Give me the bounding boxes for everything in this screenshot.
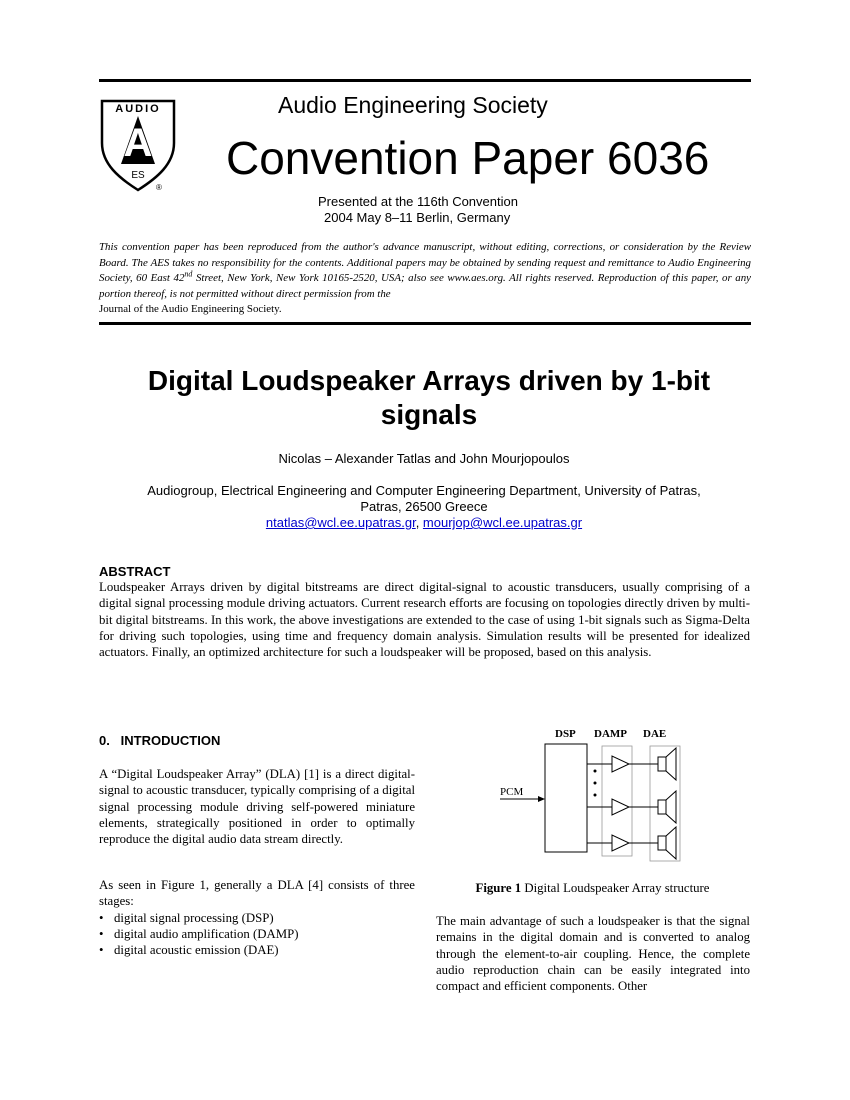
amplifier-icon — [612, 756, 629, 772]
figure-caption-label: Figure 1 — [475, 881, 522, 895]
dla-structure-diagram — [490, 724, 700, 864]
amplifier-icon — [612, 835, 629, 851]
affiliation — [99, 483, 749, 531]
paper-title: Convention Paper 6036 — [226, 132, 710, 184]
speaker-icon — [658, 757, 666, 771]
introduction-para-3: The main advantage of such a loudspeaker is that the signal remains in the digital domain and is converted to analog through the element-to-air coupling. Hence, the complete audio reproduction chain can be easily integrated into compact and efficient components. Other — [436, 914, 750, 994]
header-bottom-rule — [99, 322, 751, 325]
abstract-text: Loudspeaker Arrays driven by digital bitstreams are direct digital-signal to acoustic transducers, usually comprising of a digital signal processing module driving actuators. Current research efforts are focusing on topologies directly driven by multi-bit digital bitstreams. In this work, the above investigations are extended to the case of using 1-bit signals such as Sigma-Delta for driving such topologies, using time and frequency domain analysis. Simulation results will be presented for idealized actuators. Finally, an optimized architecture for such a loudspeaker will be proposed, based on this analysis. — [99, 580, 750, 660]
logo-letter: A — [123, 121, 153, 165]
disclaimer-sup: nd — [184, 269, 193, 279]
society-name: Audio Engineering Society — [278, 92, 548, 118]
logo-text-top: AUDIO — [115, 103, 161, 115]
affiliation-line-1: Audiogroup, Electrical Engineering and Computer Engineering Department, University of Patras, — [147, 483, 701, 498]
email-link-2[interactable]: mourjop@wcl.ee.upatras.gr — [422, 515, 583, 530]
figure-1 — [490, 724, 700, 864]
figure-caption-text: Digital Loudspeaker Array structure — [521, 881, 710, 895]
channel-3 — [587, 827, 676, 859]
logo-text-bottom: ES — [131, 170, 145, 181]
abstract-heading: ABSTRACT — [99, 564, 171, 579]
channel-1 — [587, 748, 676, 780]
amplifier-icon — [612, 799, 629, 815]
title-line-1: Digital Loudspeaker Arrays driven by 1-bit — [147, 365, 711, 396]
list-item: • digital signal processing (DSP) — [99, 910, 415, 926]
date-line: 2004 May 8–11 Berlin, Germany — [324, 210, 511, 225]
introduction-para-1: A “Digital Loudspeaker Array” (DLA) [1] is a direct digital-signal to acoustic transducer, typically comprising of a digital signal processing module driving self-powered miniature elements, strategically positioned in order to optimally reproduce the digital audio data stream directly. — [99, 767, 415, 847]
dsp-label: DSP — [555, 728, 576, 740]
dsp-block — [545, 744, 587, 852]
authors: Nicolas – Alexander Tatlas and John Mourjopoulos — [278, 451, 570, 466]
list-item: • digital audio amplification (DAMP) — [99, 926, 415, 942]
dae-label: DAE — [643, 728, 667, 740]
top-rule — [99, 79, 751, 82]
presented-line: Presented at the 116th Convention — [318, 194, 518, 209]
speaker-icon — [658, 836, 666, 850]
pcm-arrow-icon — [538, 796, 545, 802]
email-link-1[interactable]: ntatlas@wcl.ee.upatras.gr — [265, 515, 416, 530]
affiliation-line-2: Patras, 26500 Greece — [360, 499, 488, 514]
speaker-icon — [658, 800, 666, 814]
channel-2 — [587, 791, 676, 823]
introduction-heading: 0. INTRODUCTION — [99, 733, 221, 748]
email-line — [99, 515, 749, 531]
aes-logo — [99, 98, 179, 196]
disclaimer — [99, 240, 751, 318]
disclaimer-part3: Journal of the Audio Engineering Society. — [99, 303, 282, 315]
stages-list — [99, 910, 415, 958]
pcm-label: PCM — [500, 786, 524, 798]
introduction-para-2: As seen in Figure 1, generally a DLA [4] consists of three stages: — [99, 878, 415, 909]
list-item: • digital acoustic emission (DAE) — [99, 942, 415, 958]
title-line-2: signals — [380, 399, 478, 430]
damp-label: DAMP — [594, 728, 627, 740]
disclaimer-part2: Street, New York, New York 10165-2520, USA; also see www.aes.org. All rights reserved. Reproduction of this paper, or any portion thereof, is not permitted without direct permission from the — [99, 272, 751, 300]
paper-main-title — [99, 364, 759, 432]
aes-logo-icon — [99, 98, 179, 196]
disclaimer-part1: This convention paper has been reproduced from the author's advance manuscript, without editing, corrections, or consideration by the Review Board. The AES takes no responsibility for the contents. Additional papers may be obtained by sending request and remittance to Audio Engineering Society, 60 East 42 — [99, 241, 751, 284]
figure-caption — [436, 880, 749, 896]
logo-registered: ® — [156, 183, 162, 192]
email-separator: , — [415, 515, 423, 530]
